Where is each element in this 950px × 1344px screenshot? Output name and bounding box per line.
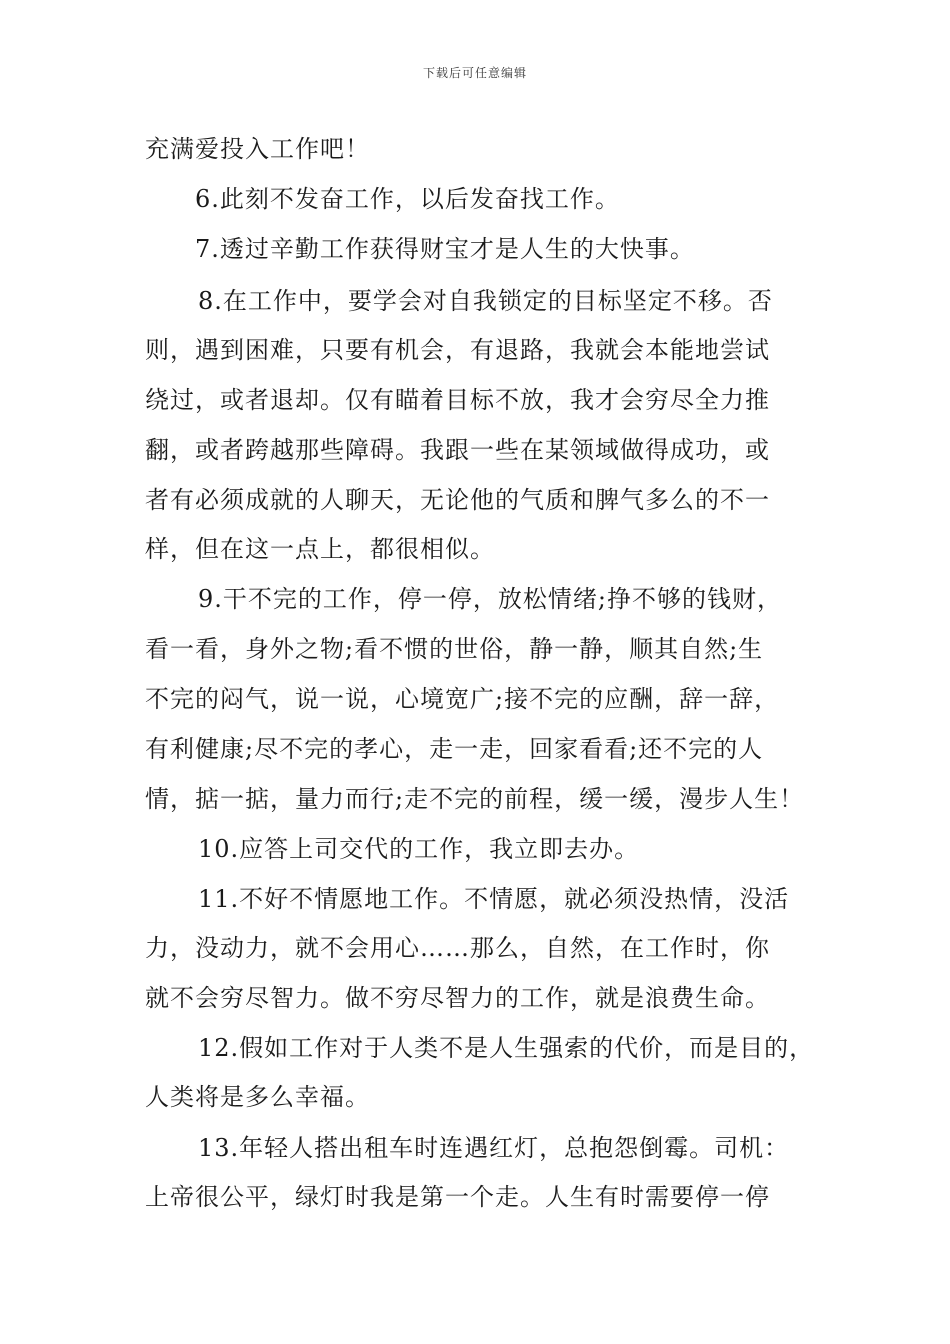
text-line: 则，遇到困难，只要有机会，有退路，我就会本能地尝试 [145, 336, 770, 364]
text-line: 看一看，身外之物;看不惯的世俗，静一静，顺其自然;生 [145, 635, 764, 663]
text-line: 11.不好不情愿地工作。不情愿，就必须没热情，没活 [198, 885, 790, 913]
text-line: 就不会穷尽智力。做不穷尽智力的工作，就是浪费生命。 [145, 984, 770, 1012]
text-line: 7.透过辛勤工作获得财宝才是人生的大快事。 [195, 235, 695, 263]
text-line: 6.此刻不发奋工作，以后发奋找工作。 [195, 185, 620, 213]
text-line: 绕过，或者退却。仅有瞄着目标不放，我才会穷尽全力推 [145, 386, 770, 414]
text-line: 情，掂一掂，量力而行;走不完的前程，缓一缓，漫步人生！ [145, 785, 805, 813]
page-header: 下载后可任意编辑 [422, 66, 527, 80]
text-line: 翻，或者跨越那些障碍。我跟一些在某领域做得成功，或 [145, 436, 770, 464]
text-line: 人类将是多么幸福。 [145, 1083, 370, 1111]
text-line: 者有必须成就的人聊天，无论他的气质和脾气多么的不一 [145, 486, 770, 514]
text-line: 12.假如工作对于人类不是人生强索的代价，而是目的， [198, 1034, 815, 1062]
text-line: 上帝很公平，绿灯时我是第一个走。人生有时需要停一停 [145, 1183, 770, 1211]
text-line: 样，但在这一点上，都很相似。 [145, 535, 495, 563]
text-line: 充满爱投入工作吧！ [145, 135, 370, 163]
text-line: 力，没动力，就不会用心……那么，自然，在工作时，你 [145, 934, 770, 962]
text-line: 不完的闷气，说一说，心境宽广;接不完的应酬，辞一辞， [145, 685, 780, 713]
text-line: 有利健康;尽不完的孝心，走一走，回家看看;还不完的人 [145, 735, 764, 763]
text-line: 13.年轻人搭出租车时连遇红灯，总抱怨倒霉。司机： [198, 1134, 790, 1162]
text-line: 8.在工作中，要学会对自我锁定的目标坚定不移。否 [198, 287, 773, 315]
text-line: 9.干不完的工作，停一停，放松情绪;挣不够的钱财， [198, 585, 782, 613]
text-line: 10.应答上司交代的工作，我立即去办。 [198, 835, 640, 863]
